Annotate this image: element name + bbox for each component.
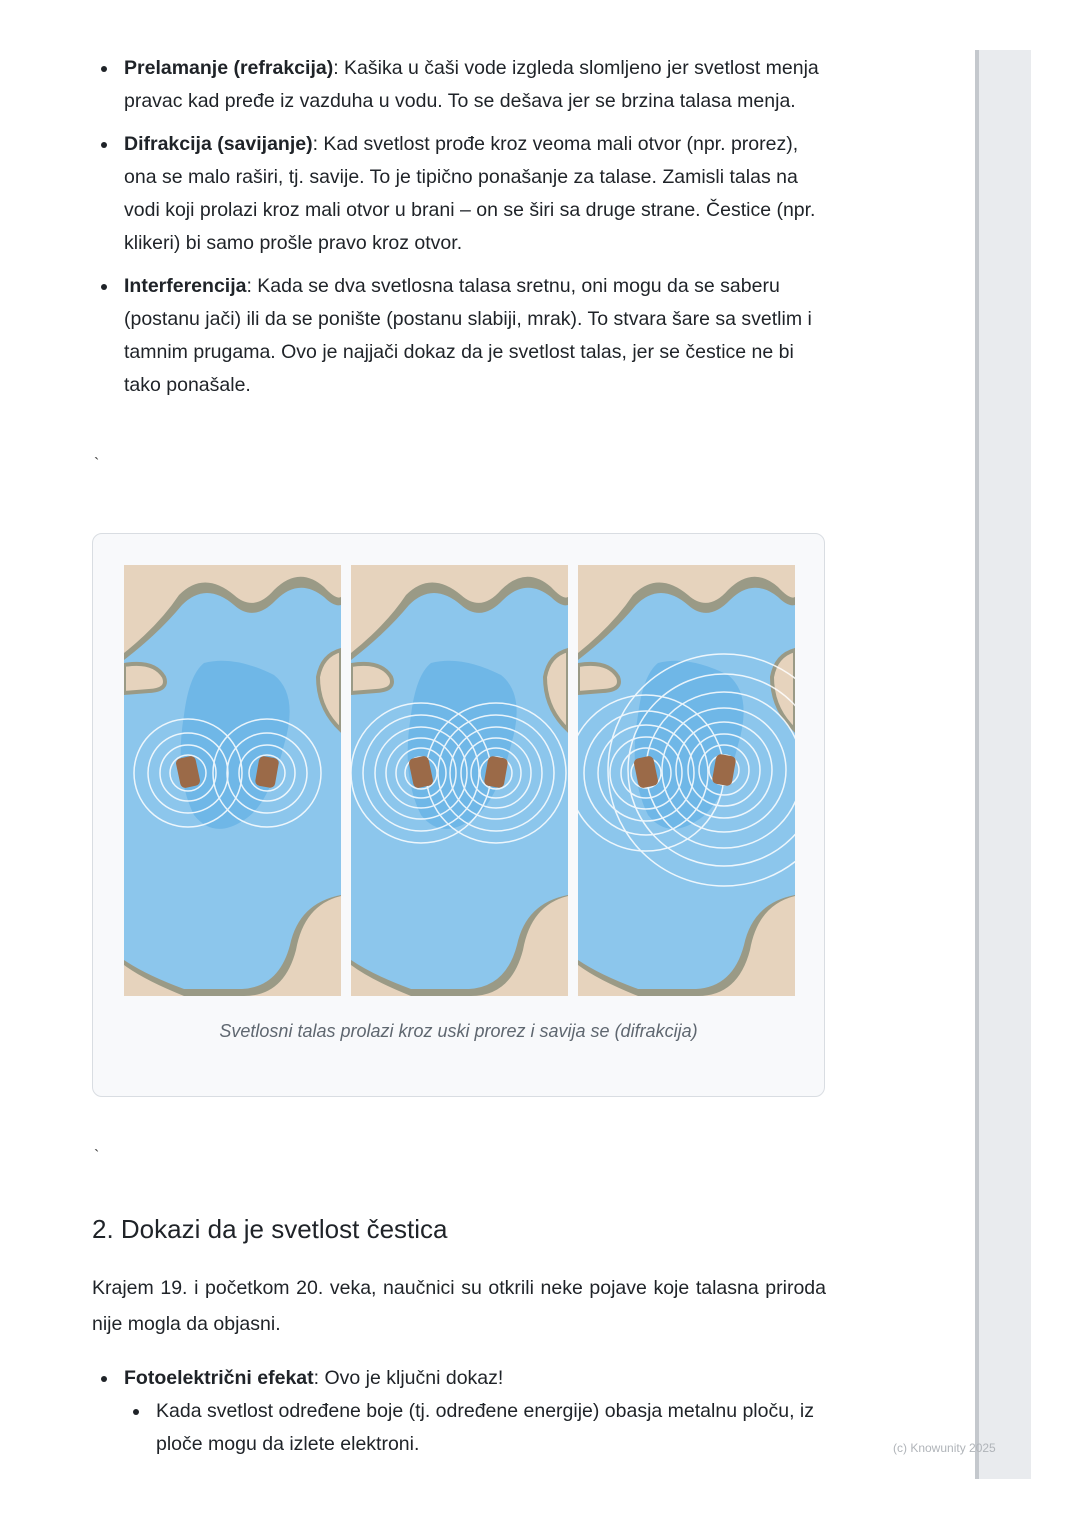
bullet-text: : Kada se dva svetlosna talasa sretnu, oni mogu da se saberu (postanu jači) ili da se ponište (postanu slabiji, mrak). To stvara šare sa svetlim i tamnim prugama. Ovo je najjači dokaz da je svetlost talas, jer se čestice ne bi tako ponašale. (124, 275, 812, 396)
sub-bullet-item: Kada svetlost određene boje (tj. određene energije) obasja metalnu ploču, iz ploče mogu da izlete elektroni. (124, 1395, 828, 1461)
sub-bullet-list (124, 1395, 828, 1461)
section-paragraph: Krajem 19. i početkom 20. veka, naučnici su otkrili neke pojave koje talasna priroda nije mogla da objasni. (92, 1277, 826, 1335)
bottom-bullet-list (92, 1362, 828, 1471)
pond-illustration-2 (351, 565, 568, 996)
bullet-text: : Kad svetlost prođe kroz veoma mali otvor (npr. prorez), ona se malo raširi, tj. savije. To je tipično ponašanje za talase. Zamisli talas na vodi koji prolazi kroz mali otvor u brani – on se širi sa druge strane. Čestice (npr. klikeri) bi samo prošle pravo kroz otvor. (124, 133, 816, 254)
bullet-text: : Kašika u čaši vode izgleda slomljeno jer svetlost menja pravac kad pređe iz vazduha u vodu. To se dešava jer se brzina talasa menja. (124, 57, 819, 112)
pond-illustration-3 (578, 565, 795, 996)
page-side-panel (975, 50, 1031, 1479)
bullet-term: Difrakcija (savijanje) (124, 133, 313, 155)
stray-backtick: ` (94, 1148, 100, 1165)
bullet-refraction (92, 52, 828, 118)
bullet-text: : Ovo je ključni dokaz! (313, 1367, 504, 1389)
bullet-term: Fotoelektrični efekat (124, 1367, 314, 1389)
stray-backtick: ` (94, 456, 100, 473)
bullet-photoelectric (92, 1362, 828, 1461)
section-heading: 2. Dokazi da je svetlost čestica (92, 1214, 448, 1244)
figure-card (92, 533, 825, 1097)
pond-illustration-1 (124, 565, 341, 996)
bullet-diffraction (92, 128, 828, 260)
top-bullet-list (92, 52, 828, 412)
bullet-interference (92, 270, 828, 402)
figure-caption: Svetlosni talas prolazi kroz uski prorez i savija se (difrakcija) (219, 1021, 698, 1041)
bullet-term: Interferencija (124, 275, 247, 297)
bullet-term: Prelamanje (refrakcija) (124, 57, 334, 79)
copyright-text: (c) Knowunity 2025 (893, 1441, 996, 1455)
